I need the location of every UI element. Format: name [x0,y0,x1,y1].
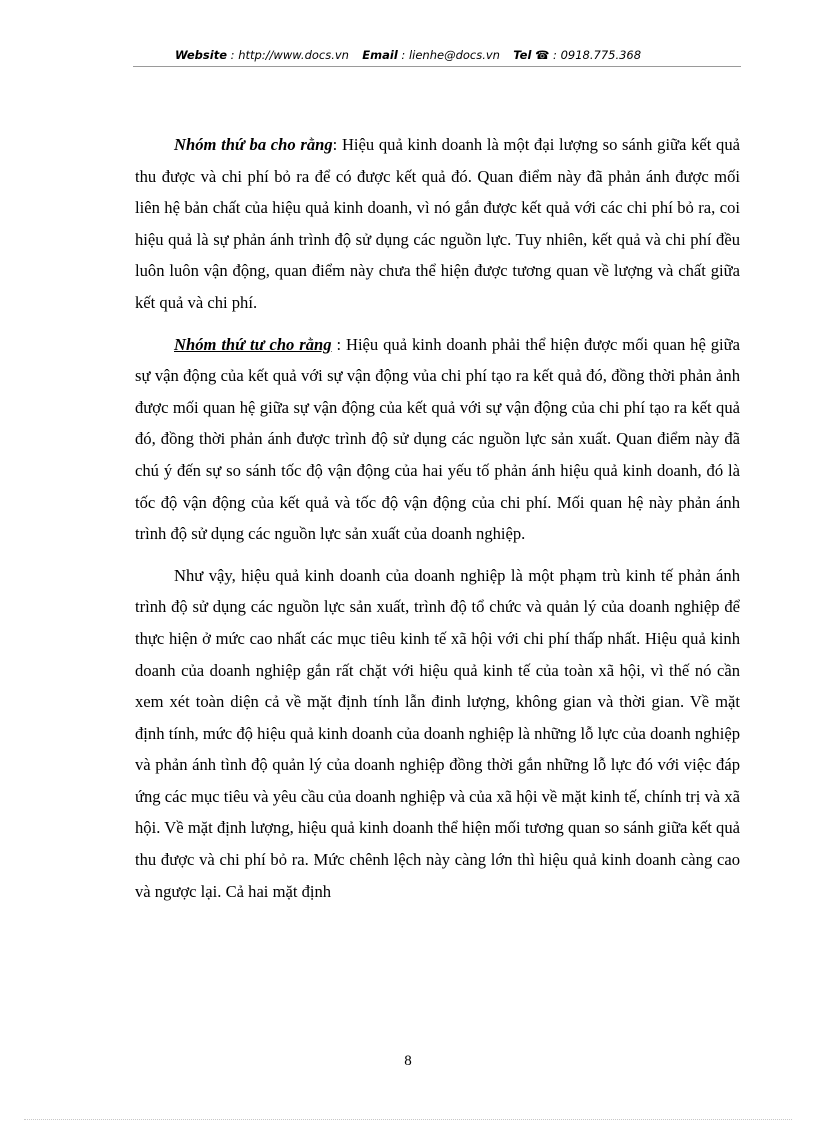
page-header [0,48,816,62]
paragraph [135,329,740,550]
paragraph [135,560,740,908]
paragraph-text: : Hiệu quả kinh doanh phải thể hiện được mối quan hệ giữa sự vận động của kết quả với sự vận động vủa chi phí tạo ra kết quả đó, đồng thời phản ảnh được mối quan hệ giữa sự vận động của kết quả với sự vận động của chi phí tạo ra kết quả đó, đồng thời phản ánh được trình độ sử dụng các nguồn lực sản xuất. Quan điểm này đã chú ý đến sự so sánh tốc độ vận động của hai yếu tố phản ánh hiệu quả kinh doanh, đó là tốc độ vận động của kết quả và tốc độ vận động của chi phí. Mối quan hệ này phản ánh trình độ sử dụng các nguồn lực sản xuất của doanh nghiệp. [135,334,741,544]
email-label: Email [362,48,398,62]
page-number: 8 [404,1053,412,1069]
paragraph-text: Như vậy, hiệu quả kinh doanh của doanh nghiệp là một phạm trù kinh tế phản ánh trình độ sử dụng các nguồn lực sản xuất, trình độ tổ chức và quản lý của doanh nghiệp để thực hiện ở mức cao nhất các mục tiêu kinh tế xã hội với chi phí thấp nhất. Hiệu quả kinh doanh của doanh nghiệp gắn rất chặt với hiệu quả kinh tế của toàn xã hội, vì thế nó cần xem xét toàn diện cả về mặt định tính lẫn đinh lượng, không gian và thời gian. Về mặt định tính, mức độ hiệu quả kinh doanh của doanh nghiệp là những lỗ lực của doanh nghiệp và phản ánh tình độ quản lý của doanh nghiệp đồng thời gắn những lỗ lực đó với việc đáp ứng các mục tiêu và yêu cầu của doanh nghiệp và của xã hội về mặt kinh tế, chính trị và xã hội. Về mặt định lượng, hiệu quả kinh doanh thể hiện mối tương quan so sánh giữa kết quả thu được và chi phí bỏ ra. Mức chênh lệch này càng lớn thì hiệu quả kinh doanh càng cao và ngược lại. Cả hai mặt định [135,565,740,901]
paragraph [135,129,740,319]
tel-label: Tel [513,48,532,62]
page-bottom-border [24,1119,792,1120]
paragraph-lead: Nhóm thứ tư cho rằng [174,334,332,354]
email-value: : lienhe@docs.vn [401,48,500,62]
tel-value: : 0918.775.368 [553,48,642,62]
website-label: Website [174,48,228,62]
website-value: : http://www.docs.vn [230,48,349,62]
paragraph-text: : Hiệu quả kinh doanh là một đại lượng so sánh giữa kết quả thu được và chi phí bỏ ra để có được kết quả đó. Quan điểm này đã phản ánh được mối liên hệ bản chất của hiệu quả kinh doanh, vì nó gắn được kết quả với các chi phí bỏ ra, coi hiệu quả là sự phản ánh trình độ sử dụng các nguồn lực. Tuy nhiên, kết quả và chi phí đều luôn luôn vận động, quan điểm này chưa thể hiện được tương quan về lượng và chất giữa kết quả và chi phí. [135,135,740,312]
document-body [135,129,740,917]
phone-icon: ☎ [535,48,550,62]
header-divider [133,66,741,67]
paragraph-lead: Nhóm thứ ba cho rằng [174,135,333,154]
